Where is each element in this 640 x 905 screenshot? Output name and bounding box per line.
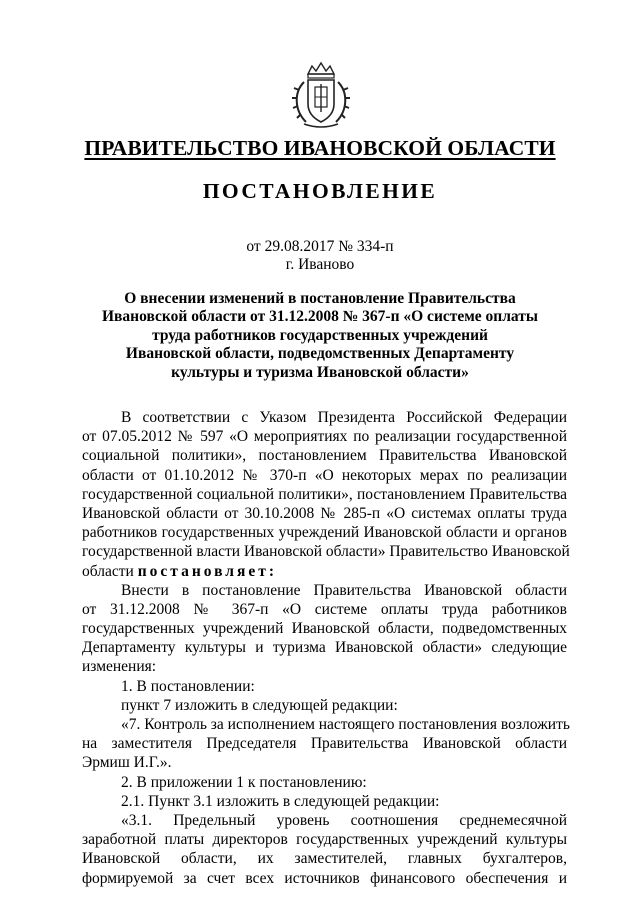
document-subject xyxy=(60,290,580,382)
body-line: государственных учреждений Ивановской области, подведомственных xyxy=(82,620,567,638)
body-line: Ивановской области от 30.10.2008 № 285-п «О системах оплаты труда xyxy=(82,504,567,522)
body-line: В соответствии с Указом Президента Российской Федерации xyxy=(121,409,567,426)
subject-line: Ивановской области от 31.12.2008 № 367-п «О системе оплаты xyxy=(102,308,538,326)
body-line: пункт 7 изложить в следующей редакции: xyxy=(121,696,398,714)
body-line: 2.1. Пункт 3.1 изложить в следующей редакции: xyxy=(121,792,440,810)
document-type: ПОСТАНОВЛЕНИЕ xyxy=(202,179,438,203)
body-line: Внести в постановление Правительства Ивановской области xyxy=(121,581,567,599)
body-line: «7. Контроль за исполнением настоящего постановления возложить xyxy=(121,716,570,733)
document-date-number: от 29.08.2017 № 334-п xyxy=(246,238,394,255)
body-line: работников государственных учреждений Ивановской области и органов xyxy=(82,524,567,542)
body-line: государственной социальной политики», постановлением Правительства xyxy=(82,485,567,503)
body-line xyxy=(82,562,567,581)
body-line: формируемой за счет всех источников финансового обеспечения и xyxy=(82,869,567,887)
government-title: ПРАВИТЕЛЬСТВО ИВАНОВСКОЙ ОБЛАСТИ xyxy=(84,136,556,160)
body-line: заработной платы директоров государственных учреждений культуры xyxy=(82,831,567,849)
subject-line: Ивановской области, подведомственных Департаменту xyxy=(125,345,515,363)
document-body xyxy=(82,408,570,888)
body-line: государственной власти Ивановской области» Правительство Ивановской xyxy=(82,543,570,561)
subject-line: культуры и туризма Ивановской области» xyxy=(171,363,469,381)
body-line: на заместителя Председателя Правительства Ивановской области xyxy=(82,735,567,753)
subject-line: О внесении изменений в постановление Правительства xyxy=(124,290,516,307)
resolves-keyword: постановляет: xyxy=(137,562,278,580)
body-line: Департаменту культуры и туризма Ивановской области» следующие xyxy=(82,639,567,657)
body-line: «3.1. Предельный уровень соотношения среднемесячной xyxy=(121,811,567,829)
body-line: 2. В приложении 1 к постановлению: xyxy=(121,773,367,791)
body-text: области xyxy=(82,562,138,580)
subject-line: труда работников государственных учреждений xyxy=(152,326,488,344)
body-line: от 07.05.2012 № 597 «О мероприятиях по реализации государственной xyxy=(82,428,567,446)
body-line: Эрмиш И.Г.». xyxy=(82,754,172,772)
body-line: социальной политики», постановлением Правительства Ивановской xyxy=(82,447,567,465)
body-line: изменения: xyxy=(82,658,157,676)
document-city: г. Иваново xyxy=(285,256,355,273)
body-line: Ивановской области, их заместителей, главных бухгалтеров, xyxy=(82,850,567,868)
body-line: 1. В постановлении: xyxy=(121,677,255,695)
body-line: от 31.12.2008 № 367-п «О системе оплаты труда работников xyxy=(82,600,567,618)
body-line: области от 01.10.2012 № 370-п «О некоторых мерах по реализации xyxy=(82,466,567,484)
coat-of-arms-icon xyxy=(290,60,352,130)
